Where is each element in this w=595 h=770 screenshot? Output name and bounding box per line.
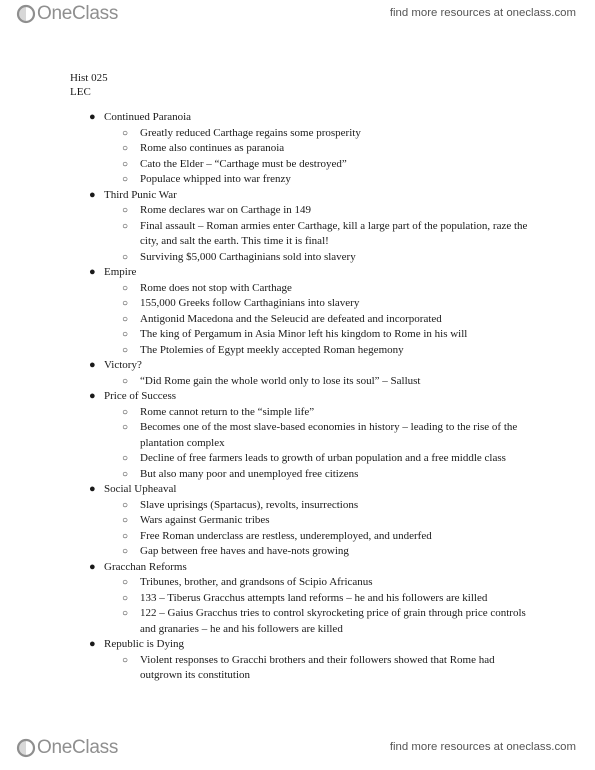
oneclass-logo-icon bbox=[16, 738, 36, 758]
hollow-bullet-icon: ○ bbox=[122, 546, 129, 557]
hollow-bullet-icon: ○ bbox=[122, 251, 129, 263]
subitem-text: But also many poor and unemployed free citizens bbox=[140, 467, 359, 480]
outline-section-title bbox=[0, 389, 595, 405]
section-title-text: Gracchan Reforms bbox=[104, 560, 187, 573]
filled-bullet-icon: ● bbox=[89, 638, 96, 650]
outline-subitem bbox=[0, 513, 595, 529]
outline-subitem bbox=[0, 467, 595, 483]
subitem-text: Decline of free farmers leads to growth of urban population and a free middle class bbox=[140, 452, 506, 464]
outline-subitem bbox=[0, 544, 595, 560]
hollow-bullet-icon: ○ bbox=[122, 608, 129, 619]
subitem-text: Populace whipped into war frenzy bbox=[140, 173, 291, 185]
outline-section-title bbox=[0, 265, 595, 281]
find-more-resources-link-bottom[interactable]: find more resources at oneclass.com bbox=[389, 741, 576, 753]
filled-bullet-icon: ● bbox=[89, 560, 96, 573]
hollow-bullet-icon: ○ bbox=[122, 127, 129, 139]
hollow-bullet-icon: ○ bbox=[122, 499, 129, 511]
hollow-bullet-icon: ○ bbox=[122, 422, 129, 433]
subitem-text: 122 – Gaius Gracchus tries to control skyrocketing price of grain through price controls and granaries – he and his followers are killed bbox=[140, 607, 526, 635]
outline-subitem bbox=[0, 157, 595, 173]
outline-subitem bbox=[0, 281, 595, 297]
logo-text: OneClass bbox=[37, 3, 119, 24]
hollow-bullet-icon: ○ bbox=[122, 158, 129, 170]
lecture-notes bbox=[0, 110, 595, 684]
hollow-bullet-icon: ○ bbox=[122, 375, 129, 387]
outline-subitem bbox=[0, 653, 595, 684]
subitem-text: Rome declares war on Carthage in 149 bbox=[140, 204, 312, 216]
hollow-bullet-icon: ○ bbox=[122, 174, 129, 185]
outline-subitem bbox=[0, 172, 595, 188]
course-header bbox=[70, 71, 108, 99]
outline-section-title bbox=[0, 637, 595, 653]
subitem-text: Rome does not stop with Carthage bbox=[140, 281, 292, 294]
hollow-bullet-icon: ○ bbox=[122, 453, 129, 464]
hollow-bullet-icon: ○ bbox=[122, 205, 129, 216]
subitem-text: Tribunes, brother, and grandsons of Scipio Africanus bbox=[140, 576, 373, 588]
oneclass-logo-bottom[interactable] bbox=[16, 737, 118, 759]
hollow-bullet-icon: ○ bbox=[122, 282, 129, 294]
outline-section-title bbox=[0, 358, 595, 374]
outline-subitem bbox=[0, 575, 595, 591]
subitem-text: The king of Pergamum in Asia Minor left his kingdom to Rome in his will bbox=[140, 328, 468, 340]
subitem-text: 155,000 Greeks follow Carthaginians into slavery bbox=[140, 297, 360, 309]
subitem-text: 133 – Tiberus Gracchus attempts land reforms – he and his followers are killed bbox=[140, 591, 488, 604]
subitem-text: Becomes one of the most slave-based economies in history – leading to the rise of the plantation complex bbox=[140, 421, 518, 449]
subitem-text: Free Roman underclass are restless, underemployed, and underfed bbox=[140, 529, 432, 542]
outline-subitem bbox=[0, 405, 595, 421]
outline-subitem bbox=[0, 141, 595, 157]
section-title-text: Third Punic War bbox=[104, 188, 177, 201]
logo-text: OneClass bbox=[37, 737, 119, 758]
section-title-text: Republic is Dying bbox=[104, 638, 185, 650]
filled-bullet-icon: ● bbox=[89, 483, 96, 495]
outline-subitem bbox=[0, 529, 595, 545]
section-title-text: Victory? bbox=[104, 359, 142, 371]
filled-bullet-icon: ● bbox=[89, 111, 96, 123]
outline-section-title bbox=[0, 482, 595, 498]
subitem-text: Greatly reduced Carthage regains some prosperity bbox=[140, 126, 361, 139]
section-title-text: Social Upheaval bbox=[104, 483, 177, 495]
outline-subitem bbox=[0, 327, 595, 343]
outline-section-title bbox=[0, 110, 595, 126]
subitem-text: Rome cannot return to the “simple life” bbox=[140, 405, 315, 418]
outline-subitem bbox=[0, 203, 595, 219]
hollow-bullet-icon: ○ bbox=[122, 329, 129, 340]
outline-subitem bbox=[0, 374, 595, 390]
course-type: LEC bbox=[70, 86, 91, 98]
find-more-resources-link-top[interactable]: find more resources at oneclass.com bbox=[389, 7, 576, 19]
outline-subitem bbox=[0, 606, 595, 637]
subitem-text: Surviving $5,000 Carthaginians sold into slavery bbox=[140, 250, 356, 263]
hollow-bullet-icon: ○ bbox=[122, 530, 129, 542]
outline-subitem bbox=[0, 126, 595, 142]
subitem-text: Gap between free haves and have-nots growing bbox=[140, 545, 349, 557]
outline-subitem bbox=[0, 451, 595, 467]
subitem-text: Rome also continues as paranoia bbox=[140, 142, 285, 154]
oneclass-logo-top[interactable] bbox=[16, 3, 118, 25]
hollow-bullet-icon: ○ bbox=[122, 515, 129, 526]
outline-subitem bbox=[0, 498, 595, 514]
hollow-bullet-icon: ○ bbox=[122, 298, 129, 309]
subitem-text: Violent responses to Gracchi brothers and their followers showed that Rome had outgrown its constitution bbox=[140, 653, 495, 681]
hollow-bullet-icon: ○ bbox=[122, 468, 129, 480]
filled-bullet-icon: ● bbox=[89, 390, 96, 402]
subitem-text: “Did Rome gain the whole world only to lose its soul” – Sallust bbox=[140, 374, 421, 387]
outline-section-title bbox=[0, 560, 595, 576]
outline-subitem bbox=[0, 591, 595, 607]
outline-subitem bbox=[0, 296, 595, 312]
outline-subitem bbox=[0, 420, 595, 451]
subitem-text: Cato the Elder – “Carthage must be destroyed” bbox=[140, 157, 347, 170]
hollow-bullet-icon: ○ bbox=[122, 220, 129, 232]
hollow-bullet-icon: ○ bbox=[122, 313, 129, 325]
hollow-bullet-icon: ○ bbox=[122, 654, 129, 666]
hollow-bullet-icon: ○ bbox=[122, 344, 129, 356]
subitem-text: Slave uprisings (Spartacus), revolts, insurrections bbox=[140, 498, 359, 511]
subitem-text: Final assault – Roman armies enter Carthage, kill a large part of the population, raze the city, and salt the earth. This time it is final! bbox=[140, 219, 528, 247]
course-code: Hist 025 bbox=[70, 72, 108, 84]
oneclass-logo-icon bbox=[16, 4, 36, 24]
outline-subitem bbox=[0, 343, 595, 359]
hollow-bullet-icon: ○ bbox=[122, 406, 129, 418]
hollow-bullet-icon: ○ bbox=[122, 577, 129, 588]
subitem-text: Wars against Germanic tribes bbox=[140, 514, 270, 526]
hollow-bullet-icon: ○ bbox=[122, 592, 129, 604]
section-title-text: Empire bbox=[104, 266, 137, 278]
outline-subitem bbox=[0, 250, 595, 266]
filled-bullet-icon: ● bbox=[89, 359, 96, 371]
subitem-text: Antigonid Macedona and the Seleucid are defeated and incorporated bbox=[140, 312, 442, 325]
hollow-bullet-icon: ○ bbox=[122, 143, 129, 154]
outline-section-title bbox=[0, 188, 595, 204]
subitem-text: The Ptolemies of Egypt meekly accepted Roman hegemony bbox=[140, 343, 404, 356]
outline-subitem bbox=[0, 219, 595, 250]
section-title-text: Price of Success bbox=[104, 390, 177, 402]
filled-bullet-icon: ● bbox=[89, 188, 96, 201]
section-title-text: Continued Paranoia bbox=[104, 111, 192, 123]
outline-subitem bbox=[0, 312, 595, 328]
filled-bullet-icon: ● bbox=[89, 266, 96, 278]
